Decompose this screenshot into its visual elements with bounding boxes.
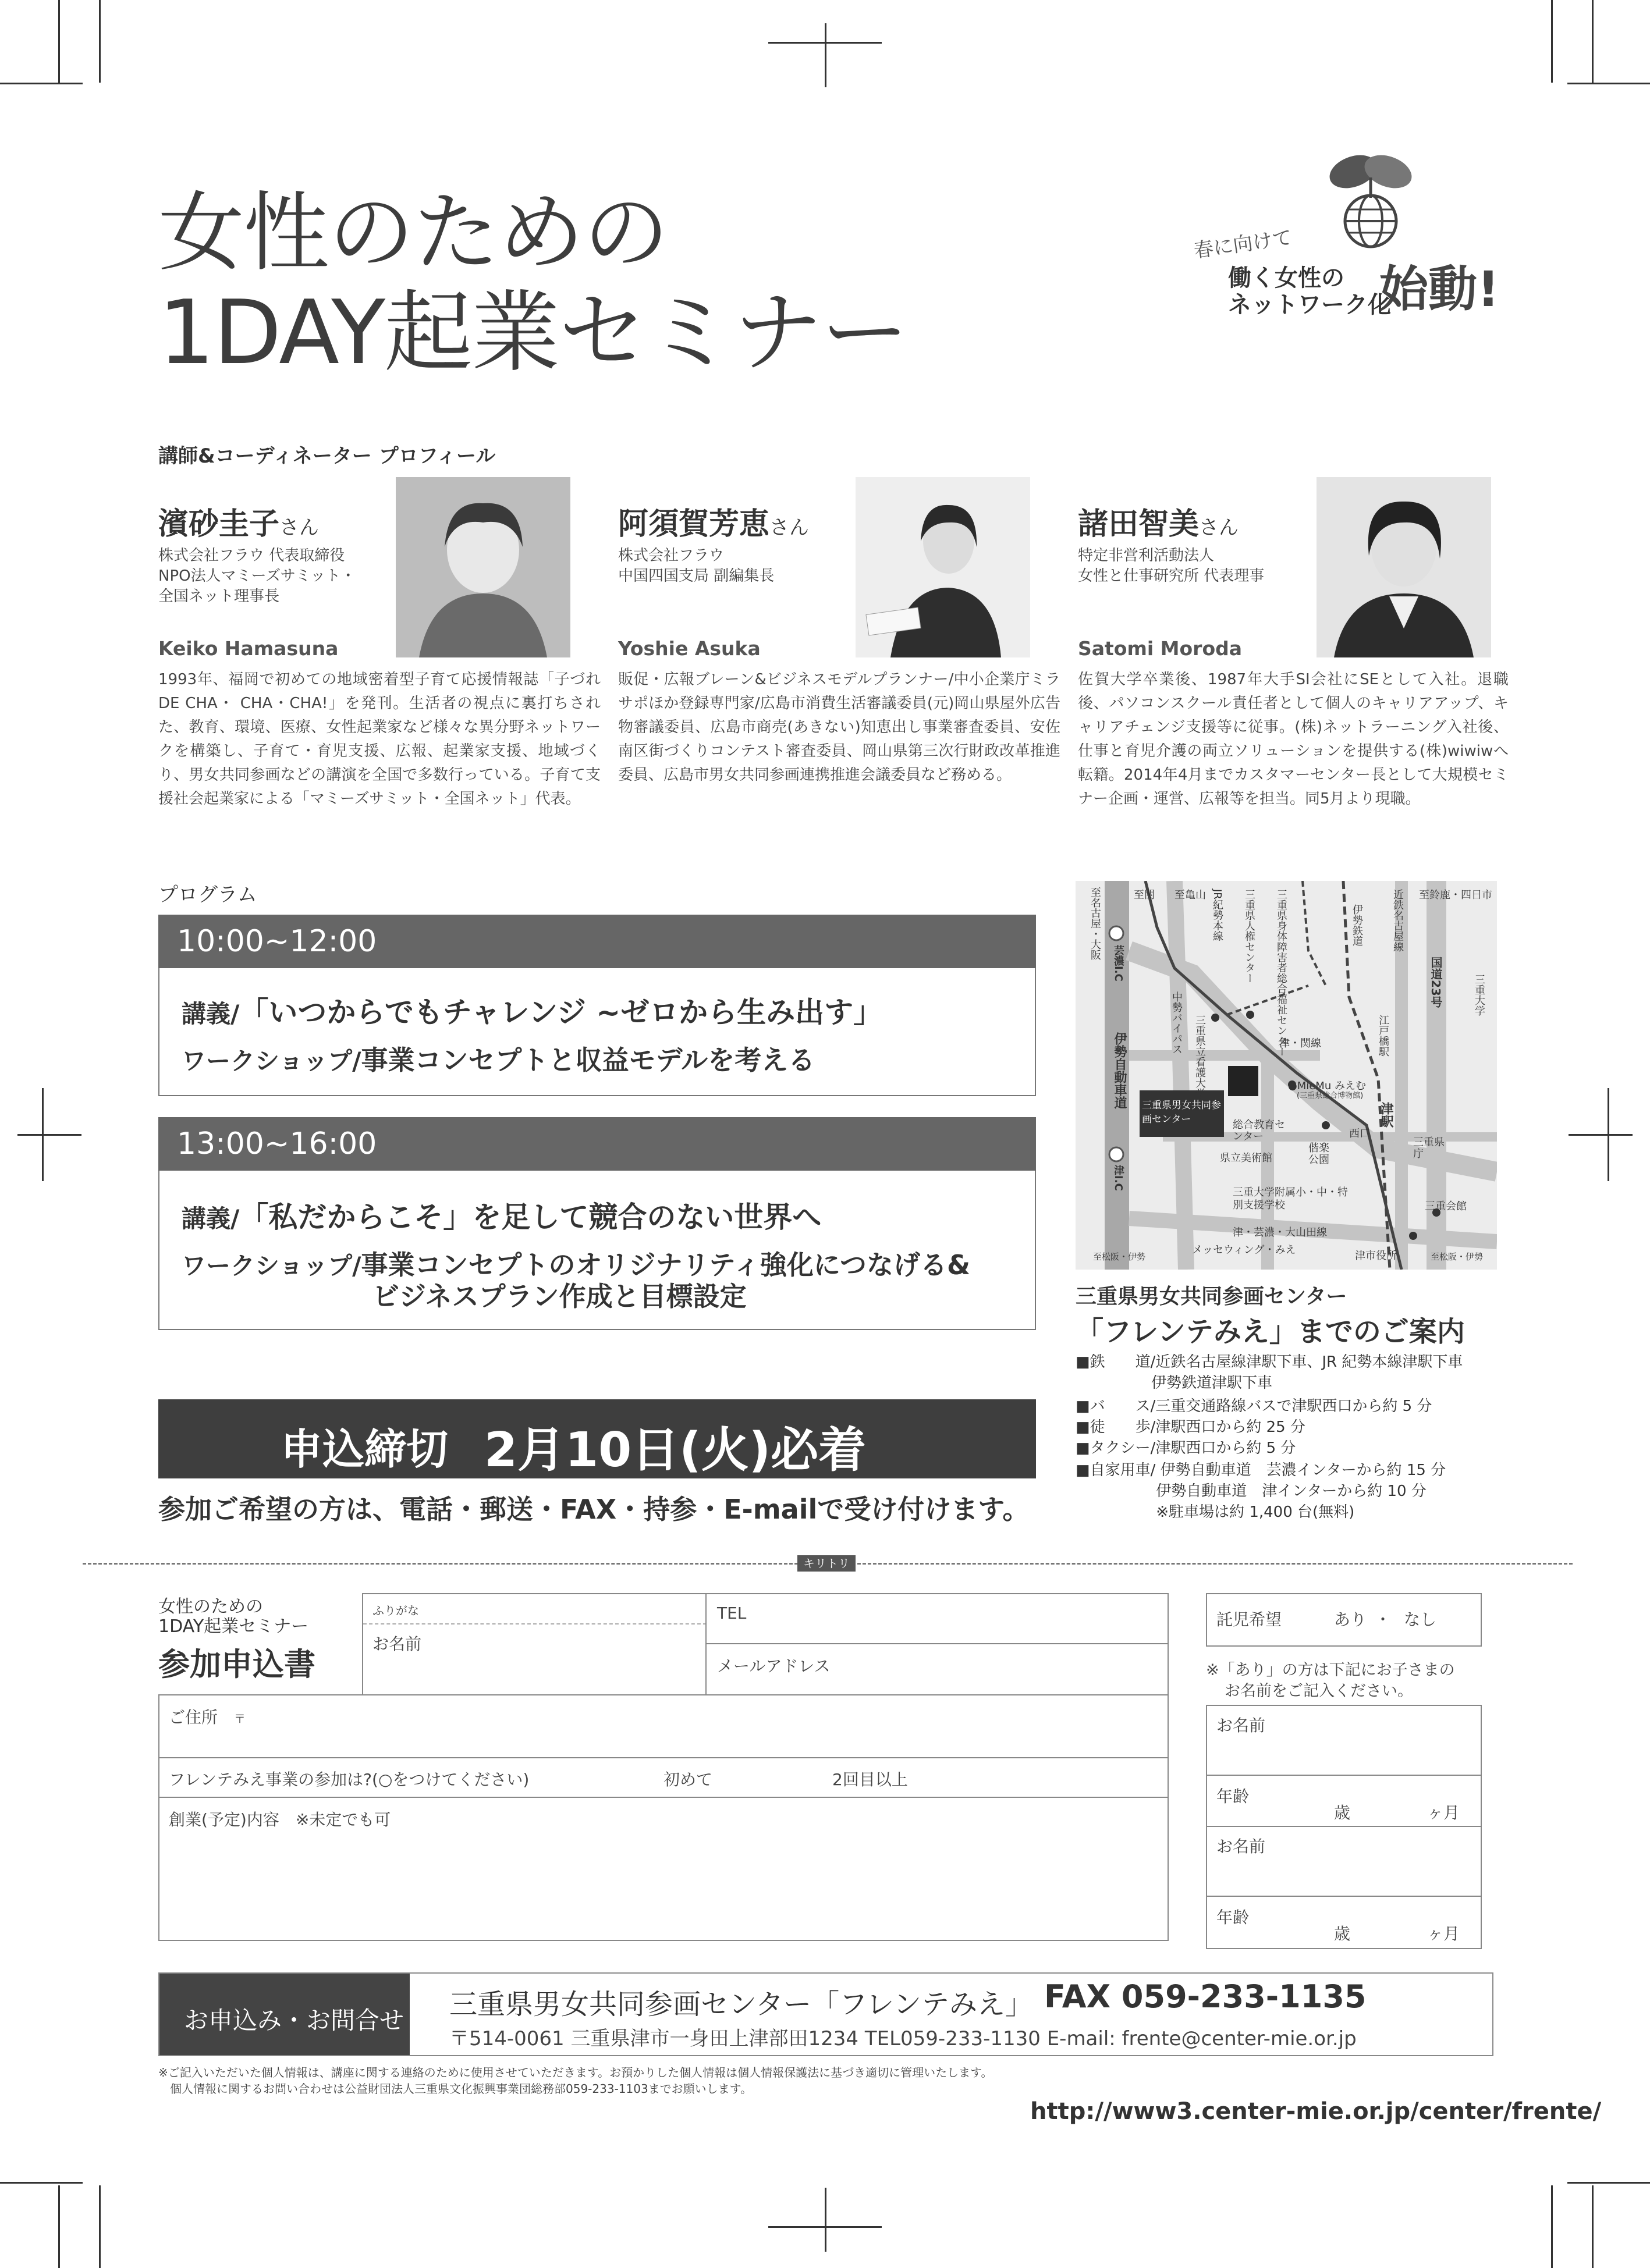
- speaker-1-photo: [396, 477, 570, 657]
- crop-mark: [99, 2185, 101, 2268]
- map-label: メッセウィング・みえ: [1192, 1244, 1296, 1256]
- map-label: 近鉄名古屋線: [1392, 889, 1404, 952]
- speaker-1-name: 濱砂圭子さん: [158, 507, 320, 542]
- contact-box: [158, 1972, 1493, 2056]
- child-2-name-label: お名前: [1216, 1837, 1266, 1856]
- participation-label: フレンテみえ事業の参加は?(○をつけてください): [169, 1770, 530, 1789]
- access-map: [1076, 881, 1497, 1270]
- map-label: 中勢バイパス: [1170, 991, 1183, 1054]
- map-label: 西口: [1349, 1128, 1370, 1140]
- logo-tagline: 春に向けて: [1192, 226, 1294, 263]
- address-field[interactable]: [158, 1694, 1169, 1759]
- map-label: (三重県総合博物館): [1297, 1092, 1364, 1100]
- map-label: 伊勢鉄道: [1351, 904, 1363, 946]
- crop-mark: [1551, 2185, 1553, 2268]
- speaker-3-romaji: Satomi Moroda: [1078, 637, 1243, 660]
- map-label: ●MieMu みえむ: [1288, 1080, 1366, 1092]
- furigana-divider: [363, 1623, 707, 1624]
- map-label: 県立美術館: [1220, 1152, 1272, 1164]
- speaker-2-romaji: Yoshie Asuka: [618, 637, 761, 660]
- crop-mark: [825, 23, 826, 87]
- deadline-date: 2月10日(火)必着: [484, 1423, 867, 1478]
- access-line: ※駐車場は約 1,400 台(無料): [1076, 1503, 1355, 1521]
- child-2-years: 歳: [1334, 1924, 1351, 1943]
- crop-mark: [1567, 2182, 1650, 2184]
- speaker-2-photo: [856, 477, 1030, 657]
- map-label: 至関: [1134, 889, 1155, 901]
- deadline-label: 申込締切: [281, 1425, 449, 1474]
- map-label: 三重県立看護大学: [1194, 1015, 1206, 1099]
- profile-heading: 講師&コーディネーター プロフィール: [158, 445, 496, 468]
- map-label: 三重県人権センター: [1243, 889, 1255, 983]
- tel-label: TEL: [717, 1604, 747, 1623]
- session-2-lecture: 講義/「私だからこそ」を足して競合のない世界へ: [182, 1200, 822, 1234]
- access-line: ■自家用車/ 伊勢自動車道 芸濃インターから約 15 分: [1076, 1462, 1446, 1479]
- logo-text-2: ネットワーク化: [1228, 292, 1391, 318]
- program-heading: プログラム: [158, 883, 257, 907]
- crop-mark: [42, 1088, 44, 1181]
- speaker-1-bio: 1993年、福岡で初めての地域密着型子育て応援情報誌「子づれ DE CHA・ CHA・CHA!」を発刊。生活者の視点に裏打ちされた、教育、環境、医療、女性起業家など様々な異分野ネットワークを構築し、子育て・育児支援、広報、起業家支援、地域づくり、男女共同参画などの講演を全国で多数行っている。子育て支援社会起業家による「マミーズサミット・全国ネット」代表。: [158, 671, 601, 808]
- crop-mark: [99, 0, 101, 83]
- speaker-3-role: 特定非営利活動法人 女性と仕事研究所 代表理事: [1078, 547, 1265, 585]
- crop-mark: [1567, 83, 1650, 84]
- child-2-months: ヶ月: [1427, 1924, 1460, 1943]
- crop-mark: [1551, 0, 1553, 83]
- privacy-note-1: ※ご記入いただいた個人情報は、講座に関する連絡のために使用させていただきます。お預かりした個人情報は個人情報保護法に基づき適切に管理いたします。: [158, 2066, 993, 2079]
- logo-text-1: 働く女性の: [1228, 265, 1344, 292]
- map-label: 三重県男女共同参画センター: [1142, 1100, 1221, 1125]
- second-plus-option[interactable]: 2回目以上: [832, 1770, 908, 1789]
- speaker-3-photo: [1317, 477, 1491, 657]
- name-label: お名前: [372, 1634, 422, 1654]
- crop-mark: [1608, 1088, 1609, 1181]
- session-2-workshop-cont: ビジネスプラン作成と目標設定: [372, 1281, 747, 1312]
- crop-mark: [17, 1134, 81, 1136]
- business-label: 創業(予定)内容 ※未定でも可: [169, 1810, 391, 1829]
- contact-fax: FAX 059-233-1135: [1044, 1978, 1367, 2015]
- furigana-label: ふりがな: [372, 1604, 419, 1618]
- child-1-months: ヶ月: [1427, 1803, 1460, 1822]
- crop-mark: [58, 2185, 60, 2268]
- map-label: 至松阪・伊勢: [1093, 1252, 1146, 1262]
- contact-label: お申込み・お問合せ: [184, 2006, 404, 2035]
- childcare-yes[interactable]: あり: [1334, 1610, 1367, 1629]
- session-2-workshop: ワークショップ/事業コンセプトのオリジナリティ強化につなげる&: [182, 1249, 971, 1281]
- map-label: 芸濃I.C: [1112, 945, 1124, 982]
- crop-mark: [825, 2188, 826, 2252]
- childcare-dot: ・: [1375, 1610, 1392, 1629]
- map-label: 三重大学附属小・中・特別支援学校: [1233, 1186, 1348, 1211]
- map-label: 偕楽公園: [1308, 1142, 1329, 1166]
- session-2-time: 13:00~16:00: [177, 1126, 377, 1161]
- session-1-time: 10:00~12:00: [177, 924, 377, 959]
- tel-field[interactable]: [705, 1593, 1169, 1645]
- contact-address: 〒514-0061 三重県津市一身田上津部田1234 TEL059-233-1130 E-mail: frente@center-mie.or.jp: [449, 2027, 1357, 2050]
- globe-sprout-icon: [1321, 151, 1420, 250]
- session-1-workshop: ワークショップ/事業コンセプトと収益モデルを考える: [182, 1044, 815, 1076]
- map-label: 至亀山: [1174, 889, 1206, 901]
- map-label: 三重会館: [1425, 1200, 1467, 1213]
- childcare-note-2: お名前をご記入ください。: [1225, 1682, 1413, 1700]
- access-line: ■徒 歩/津駅西口から約 25 分: [1076, 1419, 1305, 1436]
- speaker-3-bio: 佐賀大学卒業後、1987年大手SI会社にSEとして入社。退職後、パソコンスクール責任者として個人のキャリアアップ、キャリアチェンジ支援等に従事。(株)ネットラーニング入社後、仕事と育児介護の両立ソリューションを提供する(株)wiwiwへ転籍。2014年4月までカスタマーセンター長として大規模セミナー企画・運営、広報等を担当。同5月より現職。: [1078, 671, 1509, 808]
- child-1-age-label: 年齢: [1216, 1787, 1250, 1806]
- title-line-1: 女性のための: [158, 183, 668, 283]
- map-label: 至鈴鹿・四日市: [1419, 889, 1492, 901]
- map-label: 津・関線: [1279, 1037, 1321, 1050]
- speaker-1-romaji: Keiko Hamasuna: [158, 637, 339, 660]
- cut-label: キリトリ: [797, 1555, 856, 1572]
- speaker-2-bio: 販促・広報ブレーン&ビジネスモデルプランナー/中小企業庁ミラサポほか登録専門家/広島市消費生活審議委員(元)岡山県屋外広告物審議委員、広島市商売(あきない)知恵出し事業審査委員、安佐南区街づくりコンテスト審査委員、岡山県第三次行財政改革推進委員、広島市男女共同参画連携推進会議委員など務める。: [618, 671, 1060, 784]
- speaker-1-role: 株式会社フラウ 代表取締役 NPO法人マミーズサミット・ 全国ネット理事長: [158, 547, 356, 605]
- map-label: 津駅: [1379, 1102, 1393, 1128]
- deadline-banner: [158, 1399, 1036, 1478]
- contact-org: 三重県男女共同参画センター「フレンテみえ」: [449, 1988, 1033, 2021]
- map-label: 三重県庁: [1413, 1136, 1445, 1160]
- accept-methods: 参加ご希望の方は、電話・郵送・FAX・持参・E-mailで受け付けます。: [158, 1494, 1030, 1525]
- child-2-age-label: 年齢: [1216, 1908, 1250, 1927]
- session-1-lecture: 講義/「いつからでもチャレンジ ~ゼロから生み出す」: [182, 996, 883, 1029]
- first-time-option[interactable]: 初めて: [663, 1770, 713, 1789]
- access-line: 伊勢鉄道津駅下車: [1076, 1374, 1273, 1392]
- map-label: 津I.C: [1112, 1165, 1124, 1191]
- map-label: 至名古屋・大阪: [1089, 887, 1101, 960]
- session-1-time-bar: [158, 915, 1036, 968]
- map-label: 江戸橋駅: [1377, 1015, 1389, 1057]
- map-label: 三重県身体障害者総合福祉センター: [1275, 889, 1287, 1057]
- email-label: メールアドレス: [717, 1656, 831, 1676]
- map-label: 津市役所: [1355, 1250, 1397, 1262]
- map-label: 津・芸濃・大山田線: [1233, 1227, 1327, 1239]
- access-line: 伊勢自動車道 津インターから約 10 分: [1076, 1483, 1427, 1500]
- crop-mark: [0, 83, 83, 84]
- title-line-2: 1DAY起業セミナー: [158, 281, 909, 384]
- crop-mark: [1592, 2185, 1594, 2268]
- website-url[interactable]: http://www3.center-mie.or.jp/center/frente/: [1030, 2098, 1602, 2125]
- map-label: 伊勢自動車道: [1112, 1032, 1127, 1109]
- map-label: 総合教育センター: [1233, 1119, 1285, 1143]
- access-line: ■タクシー/津駅西口から約 5 分: [1076, 1439, 1296, 1457]
- crop-mark: [1592, 0, 1594, 83]
- access-line: ■バ ス/三重交通路線バスで津駅西口から約 5 分: [1076, 1398, 1432, 1415]
- access-line: ■鉄 道/近鉄名古屋線津駅下車、JR 紀勢本線津駅下車: [1076, 1353, 1463, 1371]
- session-2-time-bar: [158, 1117, 1036, 1171]
- map-label: 至松阪・伊勢: [1431, 1252, 1484, 1262]
- child-1-years: 歳: [1334, 1803, 1351, 1822]
- crop-mark: [0, 2182, 83, 2184]
- address-label: ご住所 〒: [169, 1708, 246, 1727]
- privacy-note-2: 個人情報に関するお問い合わせは公益財団法人三重県文化振興事業団総務部059-233-1103までお願いします。: [158, 2082, 753, 2096]
- crop-mark: [58, 0, 60, 83]
- form-subtitle: 女性のための 1DAY起業セミナー: [158, 1597, 309, 1637]
- crop-mark: [768, 42, 882, 44]
- access-title-org: 三重県男女共同参画センター: [1076, 1285, 1347, 1309]
- contact-label-bar: [159, 1974, 410, 2055]
- logo-headline: 始動!: [1379, 261, 1500, 318]
- child-1-name-label: お名前: [1216, 1716, 1266, 1735]
- crop-mark: [768, 2226, 882, 2228]
- speaker-2-name: 阿須賀芳恵さん: [618, 507, 810, 542]
- access-title: 「フレンテみえ」までのご案内: [1076, 1316, 1465, 1348]
- speaker-3-name: 諸田智美さん: [1078, 507, 1239, 542]
- map-label: 国道23号: [1429, 957, 1443, 1008]
- speaker-2-role: 株式会社フラウ 中国四国支局 副編集長: [618, 547, 775, 585]
- crop-mark: [1569, 1134, 1633, 1136]
- childcare-note-1: ※「あり」の方は下記にお子さまの: [1206, 1661, 1455, 1679]
- form-title: 参加申込書: [158, 1646, 315, 1683]
- childcare-label: 託児希望: [1216, 1610, 1282, 1629]
- map-label: 三重大学: [1473, 974, 1485, 1016]
- childcare-no[interactable]: なし: [1404, 1610, 1437, 1629]
- map-label: JR紀勢本線: [1211, 889, 1223, 941]
